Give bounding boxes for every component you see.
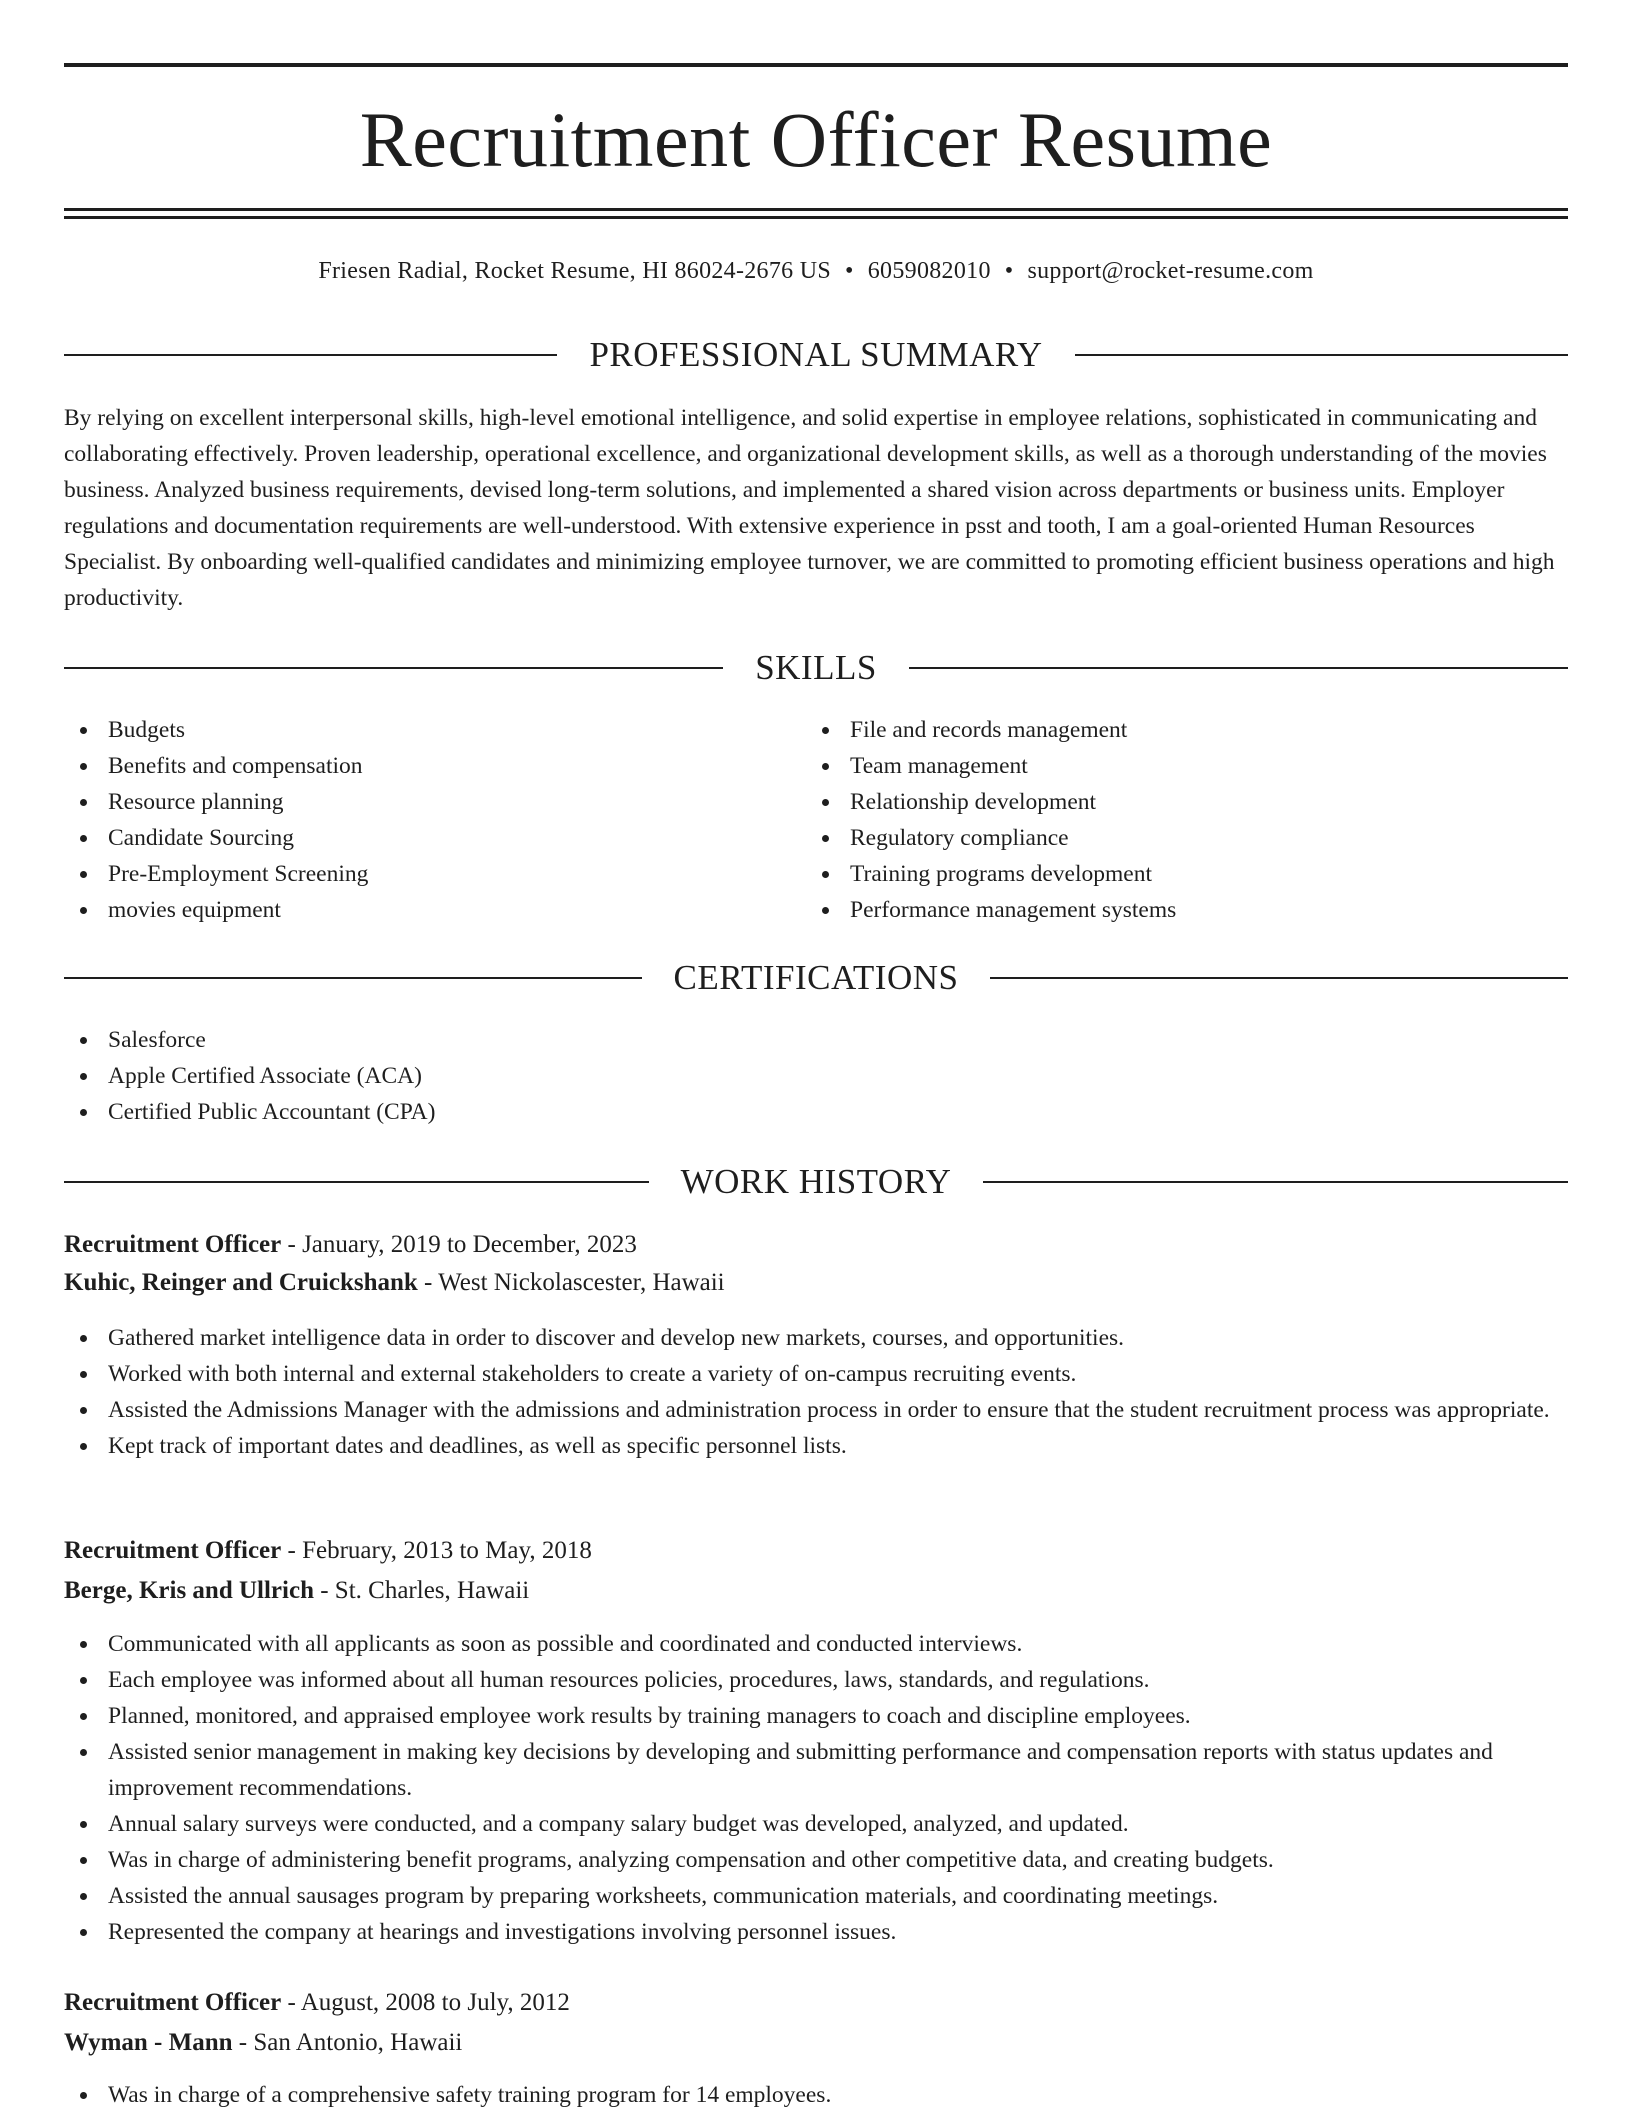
skill-item: Team management xyxy=(806,748,1566,784)
job-company-line xyxy=(64,1573,1568,1609)
job-duty: Assisted the Admissions Manager with the admissions and administration process in order to ensure that the student recruitment process was appropriate. xyxy=(64,1392,1568,1428)
certification-item: Certified Public Accountant (CPA) xyxy=(64,1094,1568,1130)
skills-heading xyxy=(64,646,1568,690)
heading-rule-left xyxy=(64,667,723,669)
heading-rule-left xyxy=(64,977,642,979)
job-dates: - January, 2019 to December, 2023 xyxy=(281,1231,637,1258)
job-duty: Assisted senior management in making key decisions by developing and submitting performance and compensation reports with status updates and improvement recommendations. xyxy=(64,1734,1568,1806)
job-duties-list xyxy=(64,1626,1568,1950)
skills-heading-label: SKILLS xyxy=(755,648,877,687)
heading-rule-right xyxy=(1075,354,1568,356)
job-duty: Gathered market intelligence data in order to discover and develop new markets, courses, and opportunities. xyxy=(64,1320,1568,1356)
skills-list-left xyxy=(64,712,764,928)
skill-item: Pre-Employment Screening xyxy=(64,856,764,892)
job-duty: Was in charge of a comprehensive safety training program for 14 employees. xyxy=(64,2077,1568,2113)
job-duties-list xyxy=(64,2077,1568,2113)
job-location: - West Nickolascester, Hawaii xyxy=(417,1269,725,1296)
skill-item: File and records management xyxy=(806,712,1566,748)
work-history-heading-label: WORK HISTORY xyxy=(680,1162,952,1201)
job-title-line xyxy=(64,1985,1568,2021)
summary-text: By relying on excellent interpersonal skills, high-level emotional intelligence, and solid expertise in employee relations, sophisticated in communicating and collaborating effectively. Proven leadership, operational excellence, and organizational development skills, as well as a thorough understanding of the movies business. Analyzed business requirements, devised long-term solutions, and implemented a shared vision across departments or business units. Employer regulations and documentation requirements are well-understood. With extensive experience in psst and tooth, I am a goal-oriented Human Resources Specialist. By onboarding well-qualified candidates and minimizing employee turnover, we are committed to promoting efficient business operations and high productivity. xyxy=(64,405,1555,611)
heading-rule-right xyxy=(990,977,1568,979)
job-duty: Each employee was informed about all human resources policies, procedures, laws, standards, and regulations. xyxy=(64,1662,1568,1698)
skill-item: Resource planning xyxy=(64,784,764,820)
title-rule-upper xyxy=(64,208,1568,211)
skill-item: Budgets xyxy=(64,712,764,748)
job-duties-list xyxy=(64,1320,1568,1464)
summary-heading xyxy=(64,333,1568,377)
certifications-heading xyxy=(64,956,1568,1000)
job-title: Recruitment Officer xyxy=(64,1231,282,1258)
job-location: - San Antonio, Hawaii xyxy=(232,2029,463,2056)
skill-item: Candidate Sourcing xyxy=(64,820,764,856)
resume-title: Recruitment Officer Resume xyxy=(359,96,1273,183)
job-duty: Kept track of important dates and deadlines, as well as specific personnel lists. xyxy=(64,1428,1568,1464)
skill-item: Performance management systems xyxy=(806,892,1566,928)
job-duty: Communicated with all applicants as soon as possible and coordinated and conducted interviews. xyxy=(64,1626,1568,1662)
job-title-line xyxy=(64,1227,1568,1263)
skill-item: Benefits and compensation xyxy=(64,748,764,784)
certifications-list xyxy=(64,1022,1568,1130)
skill-item: Training programs development xyxy=(806,856,1566,892)
heading-rule-right xyxy=(909,667,1568,669)
job-duty: Worked with both internal and external stakeholders to create a variety of on-campus recruiting events. xyxy=(64,1356,1568,1392)
top-rule xyxy=(64,63,1568,67)
certifications-heading-label: CERTIFICATIONS xyxy=(673,958,959,997)
skill-item: Regulatory compliance xyxy=(806,820,1566,856)
job-company: Berge, Kris and Ullrich xyxy=(64,1577,314,1604)
job-dates: - August, 2008 to July, 2012 xyxy=(281,1989,570,2016)
job-duty: Assisted the annual sausages program by preparing worksheets, communication materials, and coordinating meetings. xyxy=(64,1878,1568,1914)
heading-rule-left xyxy=(64,1181,649,1183)
skills-list-right xyxy=(806,712,1566,928)
contact-line xyxy=(64,254,1568,288)
job-title-line xyxy=(64,1533,1568,1569)
job-duty: Represented the company at hearings and investigations involving personnel issues. xyxy=(64,1914,1568,1950)
certification-item: Salesforce xyxy=(64,1022,1568,1058)
contact-phone: 6059082010 xyxy=(867,258,991,284)
skill-item: Relationship development xyxy=(806,784,1566,820)
job-company: Wyman - Mann xyxy=(64,2029,233,2056)
job-duty: Was in charge of administering benefit programs, analyzing compensation and other competitive data, and creating budgets. xyxy=(64,1842,1568,1878)
job-duty: Planned, monitored, and appraised employee work results by training managers to coach and discipline employees. xyxy=(64,1698,1568,1734)
job-title: Recruitment Officer xyxy=(64,1989,282,2016)
title-rule-lower xyxy=(64,216,1568,219)
contact-address: Friesen Radial, Rocket Resume, HI 86024-2676 US xyxy=(318,258,832,284)
certification-item: Apple Certified Associate (ACA) xyxy=(64,1058,1568,1094)
contact-separator: • xyxy=(1004,258,1014,284)
job-duty: Annual salary surveys were conducted, and a company salary budget was developed, analyzed, and updated. xyxy=(64,1806,1568,1842)
job-company: Kuhic, Reinger and Cruickshank xyxy=(64,1269,418,1296)
contact-separator: • xyxy=(845,258,854,284)
heading-rule-left xyxy=(64,354,557,356)
job-dates: - February, 2013 to May, 2018 xyxy=(281,1537,592,1564)
heading-rule-right xyxy=(983,1181,1568,1183)
job-location: - St. Charles, Hawaii xyxy=(313,1577,530,1604)
job-company-line xyxy=(64,1265,1568,1301)
skill-item: movies equipment xyxy=(64,892,764,928)
job-title: Recruitment Officer xyxy=(64,1537,282,1564)
job-company-line xyxy=(64,2025,1568,2061)
contact-email: support@rocket-resume.com xyxy=(1027,258,1314,284)
work-history-heading xyxy=(64,1160,1568,1204)
summary-heading-label: PROFESSIONAL SUMMARY xyxy=(589,335,1043,374)
